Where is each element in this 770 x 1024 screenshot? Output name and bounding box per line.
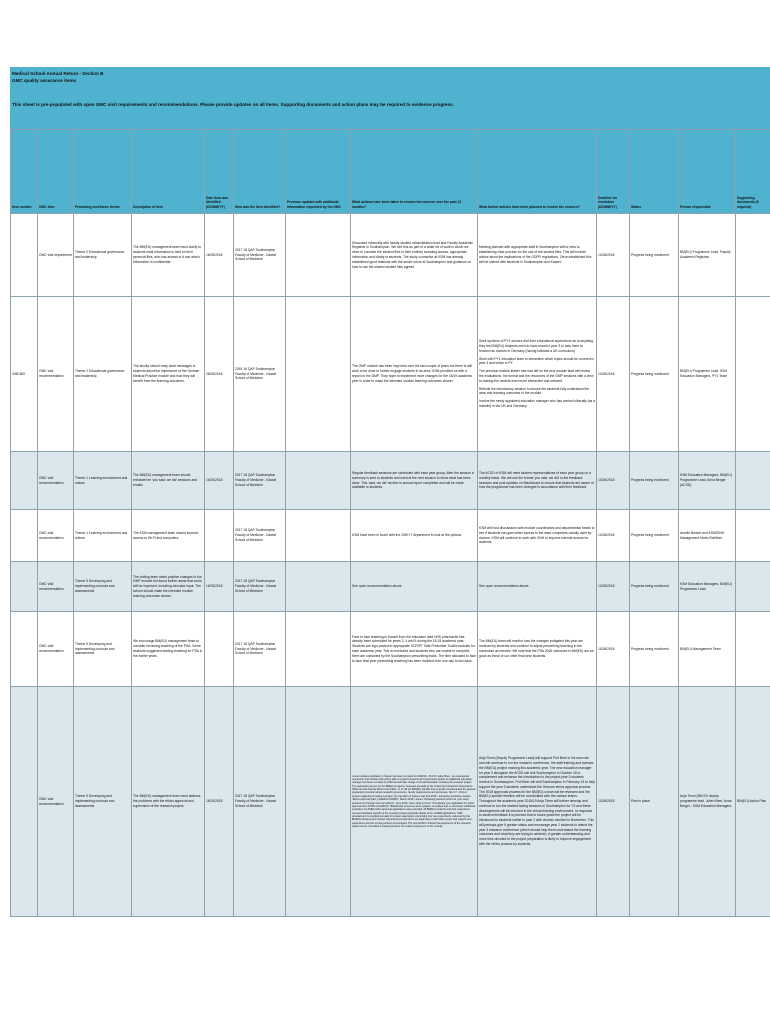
cell-supporting-docs[interactable]: [736, 612, 770, 687]
cell-item-number[interactable]: [11, 452, 38, 510]
table-row: [11, 214, 770, 297]
cell-previous-updates[interactable]: [286, 612, 351, 687]
cell-how-identified[interactable]: 2017 18 QAP Southampton Faculty of Medicine - Kassel School of Medicine: [234, 687, 286, 917]
cell-theme[interactable]: Theme 2 Educational governance and leadership: [74, 297, 132, 452]
cell-deadline[interactable]: 10/26/2018: [597, 452, 630, 510]
cell-item-number[interactable]: GMC600: [11, 297, 38, 452]
table-row: [11, 562, 770, 612]
col-header[interactable]: Item number: [11, 130, 38, 214]
col-header[interactable]: Status: [630, 130, 679, 214]
cell-item-number[interactable]: [11, 562, 38, 612]
qa-items-table: [10, 129, 770, 917]
cell-actions-taken[interactable]: KSM have been in touch with the GNH IT department to look at the options.: [351, 510, 478, 562]
cell-status[interactable]: Plan in place: [630, 687, 679, 917]
cell-gmc-item[interactable]: GMC visit recommendation: [38, 562, 74, 612]
cell-item-number[interactable]: [11, 687, 38, 917]
cell-further-actions[interactable]: The ACSD of KSM will meet student representatives of each year group on a monthly basis. We will use the format 'you said, we did' in the feedback sessions and post updates on Blackboard to ensure that students are aware of how the programme has been changed in accordance with their feedback: [478, 452, 597, 510]
cell-how-identified[interactable]: 2018 16 QAP Southampton Faculty of Medicine - Kassel School of Medicine: [234, 297, 286, 452]
cell-description[interactable]: The BM(EU) management team must address the problems with the ethics approval and supervision of the research project.: [132, 687, 205, 917]
cell-description[interactable]: The BM(EU) management team must clarify to students what information is held on their personal files, who has access to it and which information is confidential.: [132, 214, 205, 297]
cell-description[interactable]: The BM(EU) management team should reinstate the 'you said, we did' sessions and emails.: [132, 452, 205, 510]
cell-date-identified[interactable]: [205, 510, 234, 562]
col-header[interactable]: GMC item: [38, 130, 74, 214]
table-row: [11, 297, 770, 452]
cell-supporting-docs[interactable]: [736, 297, 770, 452]
cell-previous-updates[interactable]: [286, 452, 351, 510]
cell-deadline[interactable]: 10/26/2018: [597, 510, 630, 562]
cell-further-actions[interactable]: Meeting planned with appropriate staff in Southampton with a view to establishing clear process for the use of the student files. This will include advice about the implications of the GDPR regulations. Once established this will be shared with students in Southampton and Kassel.: [478, 214, 597, 297]
cell-description[interactable]: The faculty should relay clear messages to students about the importance of the German Medical Practice module and how they will benefit from the learning outcomes.: [132, 297, 205, 452]
cell-actions-taken[interactable]: A new module coordinator in Kassel has been recruited for 2018/19 - Prof Dr Julien Beer - an experienced researcher and clinician who will be able to support students and supervisors locally. An additional education manager has been recruited by KSM and will take charge of 15 administration including the research project. The approvals process for the BM(EU) project is reviewed annually by the University's Research Governance Office and the Faculty Ethics Committee. In 17-18 our BM(EU) specific how-to guide complemented the general preparatory provision about research governance, faculty requirements and processes. Nov 17 - Drop-in session regarding choosing a project, the transition to Kassel, was Feb 2018 - Interactive lunchtime session "Ethics approval Q&A, LASER & FORMS". March 2018, Lecture "Obtaining research ethics for your study: practical run through (German ethics)". June 2018, 'warm drop-in times' "Completing your application for ethics approval from KHAS (via ERGO)". Blackboard resources were updated, re-worked and re-structured. Additional examples of LASER ethics approval applications were provided. All BM(EU) students and their supervisors received feedback specific to the research project proposals ahead of the LASER applications. Staff development is provided annually for project supervisors comprising four new supervisors, delivered by the BM(EU) faculty lead in Kassel. Experienced supervisors are beginning to informally mentor and support new supervisors and this is being actively encouraged. The new ACSD in Kassel has experience of the research project and is committed to helping improve the student experience in this module.: [351, 687, 478, 917]
cell-previous-updates[interactable]: [286, 687, 351, 917]
cell-deadline[interactable]: 10/26/2018: [597, 562, 630, 612]
col-header[interactable]: What further actions have been planned to resolve the concern?: [478, 130, 597, 214]
cell-item-number[interactable]: [11, 214, 38, 297]
cell-gmc-item[interactable]: GMC visit recommendation: [38, 612, 74, 687]
cell-item-number[interactable]: [11, 510, 38, 562]
table-row: [11, 687, 770, 917]
cell-actions-taken[interactable]: The GMP module has been improved over the last couple of years but there is still work to be done to further engage students in its aims. KSM provided us with a report on the GMP. They hope to implement more changes for the 18/19 academic year in order to make the intended module learning outcomes clearer.: [351, 297, 478, 452]
cell-gmc-item[interactable]: GMC visit recommendation: [38, 297, 74, 452]
cell-further-actions[interactable]: See open recommendation above.: [478, 562, 597, 612]
sheet-instruction: This sheet is pre-populated with open GMC visit requirements and recommendations. Please provide updates on all items. Supporting documents and action plans may be required to evidence progress.: [12, 102, 454, 107]
cell-how-identified[interactable]: 2017 18 QAP Southampton Faculty of Medicine - Kassel School of Medicine: [234, 612, 286, 687]
cell-person[interactable]: KSM Education Managers, BM(EU) Programme Lead, Anna Berger (ACSD).: [679, 452, 736, 510]
cell-theme[interactable]: Theme 5 Developing and implementing curricula and assessments: [74, 687, 132, 917]
further-actions-paragraph: Rethink the introductory session to ensure the students fully understand the aims and learning outcomes of the module.: [479, 386, 590, 396]
cell-deadline[interactable]: 10/26/2018: [597, 687, 630, 917]
cell-previous-updates[interactable]: [286, 510, 351, 562]
cell-person[interactable]: Anja Timm (BM EU deputy programme lead, Julien Beer, Anna Berger - KSM Education Managers.: [679, 687, 736, 917]
cell-status[interactable]: Progress being monitored: [630, 297, 679, 452]
sheet-title: Medical School Annual Return - Section B: [12, 71, 104, 76]
cell-status[interactable]: Progress being monitored: [630, 510, 679, 562]
cell-actions-taken[interactable]: See open recommendation above.: [351, 562, 478, 612]
cell-further-actions[interactable]: [478, 297, 597, 452]
cell-theme[interactable]: Theme 1 Learning environment and culture: [74, 452, 132, 510]
cell-status[interactable]: Progress being monitored: [630, 612, 679, 687]
cell-gmc-item[interactable]: GMC visit recommendation: [38, 510, 74, 562]
cell-description[interactable]: The visiting team noted positive changes to the GMP module but found further areas that could still be improved, including educator input. The school should make the intended module learning outcomes clearer.: [132, 562, 205, 612]
header-row: [11, 130, 770, 214]
cell-previous-updates[interactable]: [286, 297, 351, 452]
cell-date-identified[interactable]: [205, 612, 234, 687]
further-actions-paragraph: Work with PY1 education team to streamline which topics should be covered in year 3 and which in PY.: [479, 356, 595, 366]
table-row: [11, 510, 770, 562]
col-header[interactable]: Deadline for resolution (DD/MM/YY): [597, 130, 630, 214]
cell-theme[interactable]: Theme 1 Learning environment and culture: [74, 510, 132, 562]
cell-theme[interactable]: Theme 5 Developing and implementing curricula and assessments: [74, 612, 132, 687]
cell-date-identified[interactable]: 16/03/2018: [205, 214, 234, 297]
cell-supporting-docs[interactable]: [736, 452, 770, 510]
col-header[interactable]: Person responsible: [679, 130, 736, 214]
cell-previous-updates[interactable]: [286, 214, 351, 297]
cell-status[interactable]: Progress being monitored: [630, 452, 679, 510]
cell-date-identified[interactable]: 16/20/2018: [205, 452, 234, 510]
cell-date-identified[interactable]: 16/03/2018: [205, 562, 234, 612]
cell-supporting-docs[interactable]: [736, 510, 770, 562]
cell-further-actions[interactable]: The BM(EU) team will monitor how the changes instigated this year are received by students and continue to adjust prescribing teaching in the curriculum as needed. We note that the PSA 2018 outcomes in BM(EU) are as good as those of our other final year students.: [478, 612, 597, 687]
col-header[interactable]: Description of item: [132, 130, 205, 214]
cell-how-identified[interactable]: 2017 18 QAP Southampton Faculty of Medicine - Kassel School of Medicine: [234, 214, 286, 297]
col-header[interactable]: Previous updates with additional information requested by the GMC: [286, 130, 351, 214]
cell-how-identified[interactable]: 2017 18 QAP Southampton Faculty of Medicine - Kassel School of Medicine: [234, 562, 286, 612]
col-header[interactable]: Supporting documents (if required): [736, 130, 770, 214]
sheet-banner: [10, 67, 770, 129]
cell-status[interactable]: Progress being monitored: [630, 214, 679, 297]
col-header[interactable]: What actions have been taken to resolve the concern over the past 12 months?: [351, 130, 478, 214]
col-header[interactable]: How was the item identified?: [234, 130, 286, 214]
cell-gmc-item[interactable]: GMC visit recommendation: [38, 452, 74, 510]
cell-theme[interactable]: Theme 2 Educational governance and leadership: [74, 214, 132, 297]
table-row: [11, 612, 770, 687]
cell-gmc-item[interactable]: GMC visit requirement: [38, 214, 74, 297]
cell-theme[interactable]: Theme 5 Developing and implementing curricula and assessments: [74, 562, 132, 612]
cell-date-identified[interactable]: 26/03/2018: [205, 297, 234, 452]
col-header[interactable]: Date item was identified (DD/MM/YY): [205, 130, 234, 214]
cell-supporting-docs[interactable]: [736, 214, 770, 297]
cell-status[interactable]: Progress being monitored: [630, 562, 679, 612]
sheet-subtitle: GMC quality assurance items: [12, 78, 77, 83]
cell-actions-taken[interactable]: Face to face teaching in Kassel from the education lead UHS pharmacist has already been scheduled for years 3, 4 and 5 during the 18-19 academic year. Students are sign-posted to appropriate SCRIPT Safe Prescriber Toolkit modules for each academic year. This is monitored and students who are unable to complete them are contacted by the Southampton prescribing leads. The time allocated to face to face final year prescribing teaching has been doubled from one day to two days.: [351, 612, 478, 687]
col-header[interactable]: Promoting excellence theme: [74, 130, 132, 214]
cell-description[interactable]: The KSM management team should improve access to Wi-Fi and computers.: [132, 510, 205, 562]
cell-how-identified[interactable]: 2017 18 QAP Southampton Faculty of Medicine - Kassel School of Medicine: [234, 510, 286, 562]
cell-deadline[interactable]: 10/26/2018: [597, 297, 630, 452]
cell-supporting-docs[interactable]: BM(EU) Action Plan: [736, 687, 770, 917]
cell-item-number[interactable]: [11, 612, 38, 687]
cell-deadline[interactable]: 10/26/2018: [597, 612, 630, 687]
further-actions-paragraph: Involve the newly appointed education manager who has worked clinically (as a midwife) in the UK and Germany.: [479, 399, 596, 408]
cell-person[interactable]: Amelie Becker and KSM/GNH Management Mario Rohlfsen: [679, 510, 736, 562]
cell-gmc-item[interactable]: GMC visit recommendation: [38, 687, 74, 917]
cell-person[interactable]: BM(EU) Management Team: [679, 612, 736, 687]
further-actions-paragraph: Seek opinions of PY1 doctors and their educational supervisors as to anything they feel BM(EU) students need to have learnt in year 3 to help them to function as doctors in Germany (having followed a UK curriculum).: [479, 339, 593, 353]
further-actions-paragraph: The previous module leader has now left so the new module lead will review the evaluations, the format and the resources of the GMP sessions with a view to making the module even more interactive and relevant.: [479, 369, 594, 383]
cell-further-actions[interactable]: KSM will hold discussions with module coordinators and departmental heads to see if students can gain better access to the ward computers usually used by doctors. KSM will continue to work with GNH to improve internet access for students.: [478, 510, 597, 562]
cell-previous-updates[interactable]: [286, 562, 351, 612]
cell-deadline[interactable]: 10/26/2018: [597, 214, 630, 297]
cell-actions-taken[interactable]: Regular feedback sessions are scheduled with each year group. After the session a summary is sent to students and used at the next session to show what has been done. This 'said, we did' section in annual report completed and will be made available to students.: [351, 452, 478, 510]
cell-actions-taken[interactable]: Discussed informally with faculty student administration lead and Faculty Academic Registrar in Southampton. We see this as part of a wider bit of work in which we need to consider the student files in their entirety including access, appropriate information and clarity to students. The study counsellor at KSM has already established good relations with the senior tutors at Southampton and guidance on how to use the shared student files agreed.: [351, 214, 478, 297]
cell-how-identified[interactable]: 2017 18 QAP Southampton Faculty of Medicine - Kassel School of Medicine: [234, 452, 286, 510]
table-row: [11, 452, 770, 510]
cell-date-identified[interactable]: 16/03/2018: [205, 687, 234, 917]
cell-person[interactable]: KSM Education Managers, BM(EU) Programme Lead.: [679, 562, 736, 612]
cell-supporting-docs[interactable]: [736, 562, 770, 612]
cell-description[interactable]: We encourage BM(EU) management team to consider reviewing teaching of the PSA. Some students suggested starting teaching for PSA in the earlier years.: [132, 612, 205, 687]
cell-person[interactable]: BM(EU) Programme Lead, Faculty Academic Registrar.: [679, 214, 736, 297]
cell-further-actions[interactable]: Anja Timm (Deputy Programme Lead) will support Prof Beer in his new role and will continue to run the research conference, the staff training and oversee the BM(EU) project marking this academic year. The new education manager for year 3 alongside the ACSD will visit Southampton in October 18 to complement and enhance the introduction to the project year 3 students receive in Southampton. Prof Beer will visit Southampton in February 19 to help support the year 3 students understand the German ethics approval process. The 2018 approvals process for the BM(EU) cohort will be reviewed and the BM(EU) specific timeline will be coordinated with the various teams. Throughout the academic year 2018/19 Anja Timm will further develop and continue to run the student-facing sessions in Southampton for Y3 and these developments will be mirrored in the virtual learning environment. In response to student feedback it is planned that in future years the project will be introduced to students earlier in year 2 with choices decided in November. This will perhaps give it greater status and encourage year 2 students to attend the year 3 research conference (which should help them understand the learning outcomes and what they are trying to achieve). A greater understanding and more time devoted to the project preparation is likely to improve engagement with the ethics process by students.: [478, 687, 597, 917]
cell-person[interactable]: BM(EU) Programme Lead, KSM Education Managers, PY1 Team: [679, 297, 736, 452]
